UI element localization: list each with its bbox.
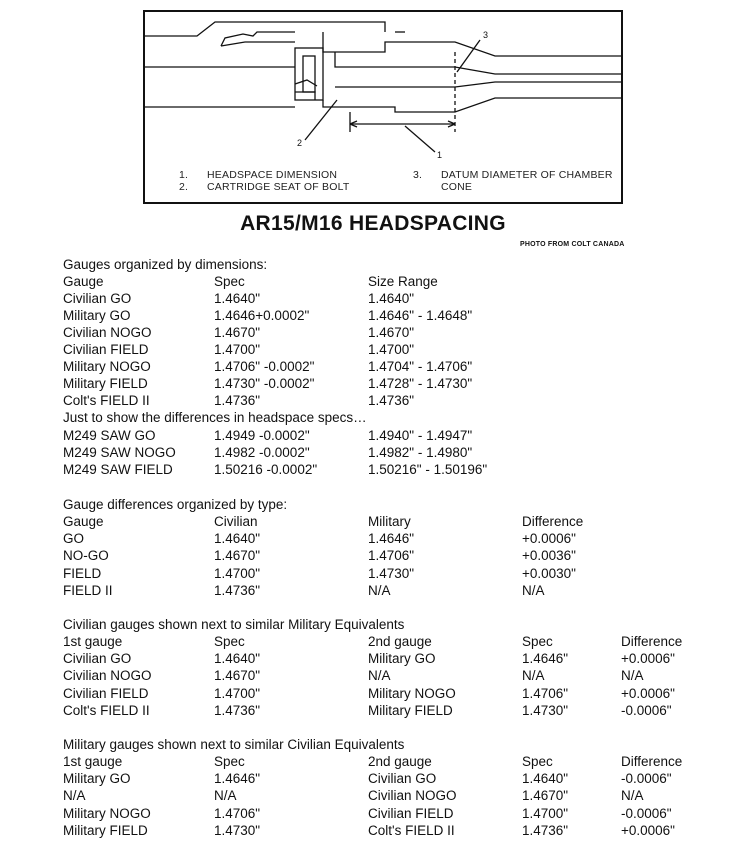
table-cell: Gauges organized by dimensions:	[63, 257, 268, 272]
table-cell: NO-GO	[63, 548, 109, 563]
table-row	[0, 770, 746, 787]
table-cell: 1.4670"	[214, 668, 261, 683]
table-cell: M249 SAW FIELD	[63, 462, 173, 477]
table-cell: 1.4646"	[214, 771, 261, 786]
table-cell: 1.4704" - 1.4706"	[368, 359, 473, 374]
callout-2: 2	[297, 138, 303, 148]
table-cell: Military gauges shown next to similar Civilian Equivalents	[63, 737, 405, 752]
table-cell: 1.4646"	[522, 651, 569, 666]
table-cell: +0.0030"	[522, 566, 576, 581]
table-cell: FIELD	[63, 566, 102, 581]
table-row	[0, 324, 746, 341]
table-row	[0, 461, 746, 478]
table-cell: 2.	[179, 181, 189, 193]
table-cell: 1.4728" - 1.4730"	[368, 376, 473, 391]
table-cell: N/A	[522, 583, 545, 598]
headspace-diagram	[143, 10, 623, 204]
table-cell: Difference	[621, 754, 683, 769]
table-row	[0, 565, 746, 582]
table-cell: -0.0006"	[621, 806, 672, 821]
table-cell: 2nd gauge	[368, 634, 432, 649]
table-cell: Civilian FIELD	[368, 806, 454, 821]
diagram-legend-right	[413, 169, 613, 193]
table-cell: 1.4670"	[214, 325, 261, 340]
table-cell: 1.4700"	[214, 566, 261, 581]
table-cell: Spec	[214, 634, 245, 649]
diagram-legend-left	[179, 169, 349, 193]
table-cell: Civilian NOGO	[63, 668, 152, 683]
table-cell: Spec	[522, 634, 553, 649]
table-row	[0, 427, 746, 444]
table-cell: 1.4646" - 1.4648"	[368, 308, 473, 323]
table-row	[0, 307, 746, 324]
table-cell: 1.4640"	[368, 291, 415, 306]
table-cell: 1.4730"	[214, 823, 261, 838]
table-cell: Military FIELD	[368, 703, 453, 718]
table-cell: Military GO	[63, 308, 131, 323]
table-cell: 1.4706" -0.0002"	[214, 359, 315, 374]
photo-credit: PHOTO FROM COLT CANADA	[520, 241, 625, 248]
table-cell: Civilian NOGO	[63, 325, 152, 340]
table-cell: 1.4640"	[214, 291, 261, 306]
section1-note	[0, 409, 746, 426]
table-cell: Size Range	[368, 274, 438, 289]
table-cell: 1.4640"	[522, 771, 569, 786]
callout-3: 3	[483, 30, 489, 40]
table-row	[0, 341, 746, 358]
table-cell: N/A	[368, 668, 391, 683]
table-row	[0, 530, 746, 547]
table-cell: HEADSPACE DIMENSION	[207, 169, 338, 181]
table-cell: Military GO	[368, 651, 436, 666]
table-cell: Colt's FIELD II	[63, 393, 150, 408]
section1-heading	[0, 256, 746, 273]
section2-header-row	[0, 513, 746, 530]
table-cell: +0.0036"	[522, 548, 576, 563]
table-cell: Colt's FIELD II	[63, 703, 150, 718]
table-cell: N/A	[522, 668, 545, 683]
table-cell: 1.4730"	[368, 566, 415, 581]
table-row	[0, 582, 746, 599]
table-cell: +0.0006"	[522, 531, 576, 546]
section3-heading	[0, 616, 746, 633]
table-cell: Difference	[621, 634, 683, 649]
table-cell: 1.4670"	[368, 325, 415, 340]
table-cell: CARTRIDGE SEAT OF BOLT	[207, 181, 350, 193]
table-cell: Civilian gauges shown next to similar Military Equivalents	[63, 617, 405, 632]
section2-heading	[0, 496, 746, 513]
table-cell: 1.50216 -0.0002"	[214, 462, 318, 477]
table-row	[0, 375, 746, 392]
table-cell: Civilian	[214, 514, 258, 529]
table-cell: 1.4646"	[368, 531, 415, 546]
table-row	[0, 685, 746, 702]
table-row	[0, 805, 746, 822]
page-title: AR15/M16 HEADSPACING	[240, 212, 506, 235]
table-cell: Military NOGO	[63, 806, 151, 821]
table-cell: 1.	[179, 169, 189, 181]
table-cell: -0.0006"	[621, 703, 672, 718]
table-cell: 3.	[413, 169, 423, 181]
table-cell: Colt's FIELD II	[368, 823, 455, 838]
table-cell: 1.4730" -0.0002"	[214, 376, 315, 391]
table-cell: 1.4700"	[214, 686, 261, 701]
table-cell: 1.4736"	[214, 703, 261, 718]
table-cell: Military NOGO	[368, 686, 456, 701]
table-cell: Military FIELD	[63, 376, 148, 391]
section3-header-row	[0, 633, 746, 650]
table-cell: 1.4646+0.0002"	[214, 308, 310, 323]
table-cell: Gauge differences organized by type:	[63, 497, 288, 512]
table-row	[0, 358, 746, 375]
table-cell: FIELD II	[63, 583, 113, 598]
table-cell: N/A	[368, 583, 391, 598]
table-cell: Gauge	[63, 514, 104, 529]
table-cell: +0.0006"	[621, 686, 675, 701]
table-cell: Just to show the differences in headspace specs…	[63, 410, 367, 425]
table-cell: N/A	[621, 668, 644, 683]
table-cell: N/A	[621, 788, 644, 803]
table-cell: Spec	[522, 754, 553, 769]
table-cell: Gauge	[63, 274, 104, 289]
table-row	[0, 667, 746, 684]
table-cell: 1.4670"	[522, 788, 569, 803]
table-row	[0, 787, 746, 804]
table-cell: GO	[63, 531, 85, 546]
table-cell: 1.4700"	[522, 806, 569, 821]
table-cell: 1.4982 -0.0002"	[214, 445, 310, 460]
table-row	[0, 702, 746, 719]
table-cell: Military NOGO	[63, 359, 151, 374]
table-cell: 1.4640"	[214, 531, 261, 546]
table-cell: Civilian GO	[368, 771, 437, 786]
table-cell: -0.0006"	[621, 771, 672, 786]
table-cell: N/A	[63, 788, 86, 803]
callout-1: 1	[437, 150, 443, 160]
table-row	[0, 290, 746, 307]
table-cell: Spec	[214, 754, 245, 769]
table-cell: Civilian FIELD	[63, 342, 149, 357]
table-cell: Military	[368, 514, 411, 529]
table-cell: 1.4706"	[214, 806, 261, 821]
table-cell: 1.4736"	[368, 393, 415, 408]
table-cell: 1.4706"	[522, 686, 569, 701]
table-cell: 1.4949 -0.0002"	[214, 428, 310, 443]
table-row	[0, 822, 746, 839]
table-cell: Military FIELD	[63, 823, 148, 838]
table-cell: 1.4670"	[214, 548, 261, 563]
table-cell: 1.4700"	[214, 342, 261, 357]
table-cell: 1st gauge	[63, 754, 123, 769]
table-cell: DATUM DIAMETER OF CHAMBER	[441, 169, 613, 181]
table-cell: Military GO	[63, 771, 131, 786]
table-cell: 1.4736"	[522, 823, 569, 838]
table-cell: M249 SAW NOGO	[63, 445, 176, 460]
section4-heading	[0, 736, 746, 753]
table-cell: Difference	[522, 514, 584, 529]
section4-header-row	[0, 753, 746, 770]
table-cell: 1.4706"	[368, 548, 415, 563]
section1-header-row	[0, 273, 746, 290]
table-row	[0, 650, 746, 667]
table-cell: Spec	[214, 274, 245, 289]
table-cell: Civilian GO	[63, 291, 132, 306]
table-cell: N/A	[214, 788, 237, 803]
table-cell: +0.0006"	[621, 651, 675, 666]
table-cell: CONE	[441, 181, 473, 193]
table-cell: +0.0006"	[621, 823, 675, 838]
table-cell: 2nd gauge	[368, 754, 432, 769]
table-cell: 1.4700"	[368, 342, 415, 357]
table-row	[0, 547, 746, 564]
table-cell: 1.4736"	[214, 393, 261, 408]
table-cell: 1.4982" - 1.4980"	[368, 445, 473, 460]
table-cell: 1.4730"	[522, 703, 569, 718]
table-cell: 1.4640"	[214, 651, 261, 666]
table-cell: Civilian NOGO	[368, 788, 457, 803]
table-cell: Civilian GO	[63, 651, 132, 666]
table-cell: Civilian FIELD	[63, 686, 149, 701]
table-cell: 1st gauge	[63, 634, 123, 649]
table-cell: 1.4940" - 1.4947"	[368, 428, 473, 443]
table-cell: 1.4736"	[214, 583, 261, 598]
table-cell: 1.50216" - 1.50196"	[368, 462, 488, 477]
table-row	[0, 444, 746, 461]
table-row	[0, 392, 746, 409]
table-cell: M249 SAW GO	[63, 428, 156, 443]
